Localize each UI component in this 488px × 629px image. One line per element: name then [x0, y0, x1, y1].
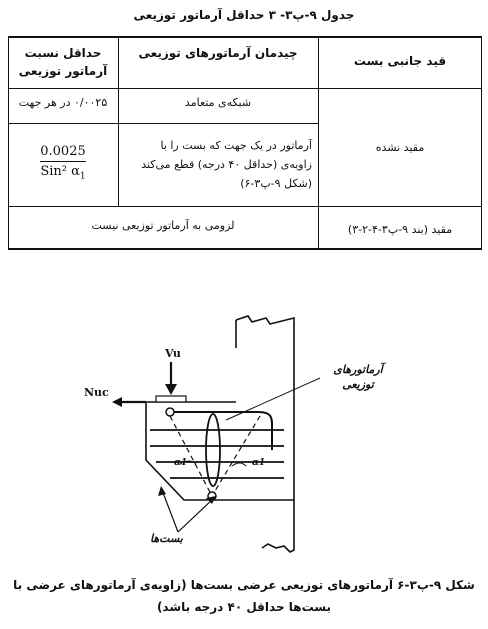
vu-arrow-head [165, 384, 177, 395]
formula-numerator: 0.0025 [40, 144, 86, 159]
column-divider [118, 36, 119, 206]
table-title: جدول ۹-پ۳- ۳ حداقل آرماتور توزیعی [133, 8, 355, 22]
header-divider [8, 88, 482, 89]
distribution-reinforcement-figure [0, 300, 488, 560]
alpha-right-label: α1 [252, 458, 266, 468]
row-divider [8, 206, 482, 207]
anchor-bar [166, 408, 174, 416]
regular-mesh-value: ۰/۰۰۲۵ در هر جهت [18, 96, 108, 109]
header-tie-restraint: قید جانبی بست [353, 54, 447, 68]
ties-label: بست‌ها [150, 532, 183, 545]
main-rebar [170, 412, 272, 450]
fraction-bar [40, 161, 86, 162]
figure-drawing [0, 300, 488, 560]
header-arrangement: چیدمان آرماتورهای توزیعی [138, 46, 298, 60]
table-border-right [481, 36, 482, 250]
bound-label: مقید (بند ۹-پ۳-۴-۲-۳) [347, 223, 453, 236]
nuc-arrow-head [112, 397, 122, 407]
ties-leader-head [158, 486, 166, 496]
formula-denominator: Sin² $\alpha_1$ [40, 164, 86, 182]
distribution-reinforcement-table [8, 36, 482, 256]
distribution-leader [226, 378, 320, 420]
table-border-top [8, 36, 482, 38]
bound-value: لزومی به آرماتور توزیعی نیست [91, 219, 235, 232]
vu-label: Vu [165, 347, 181, 360]
angle-arc-right [232, 463, 246, 466]
regular-mesh-text: شبکه‌ی متعامد [184, 96, 252, 109]
ties-leader [162, 490, 178, 532]
min-ratio-formula [8, 144, 118, 182]
unbound-label: مقید نشده [375, 141, 425, 154]
table-border-left [8, 36, 9, 250]
nuc-label: Nuc [84, 386, 109, 399]
header-min-ratio: حداقل نسبت آرماتور توزیعی [18, 46, 108, 78]
figure-caption: شکل ۹-پ۳-۶ آرماتورهای توزیعی عرضی بست‌ها (زاویه‌ی آرماتورهای عرضی با بست‌ها حداقل ۴۰ درجه باشد) [13, 578, 475, 614]
column-divider [318, 36, 319, 250]
one-direction-text: آرماتور در یک جهت که بست را با زاویه‌ی (حداقل ۴۰ درجه) قطع می‌کند (شکل ۹-پ۳-۶) [141, 139, 312, 190]
alpha-left-label: α1 [174, 458, 188, 468]
row-divider [8, 123, 318, 124]
wall-break-line [236, 316, 294, 552]
distribution-label: آرماتورهای توزیعی [333, 363, 383, 391]
ties-leader [178, 498, 214, 532]
bearing-plate [156, 396, 186, 402]
table-border-bottom [8, 248, 482, 250]
distribution-stirrup [206, 414, 220, 486]
